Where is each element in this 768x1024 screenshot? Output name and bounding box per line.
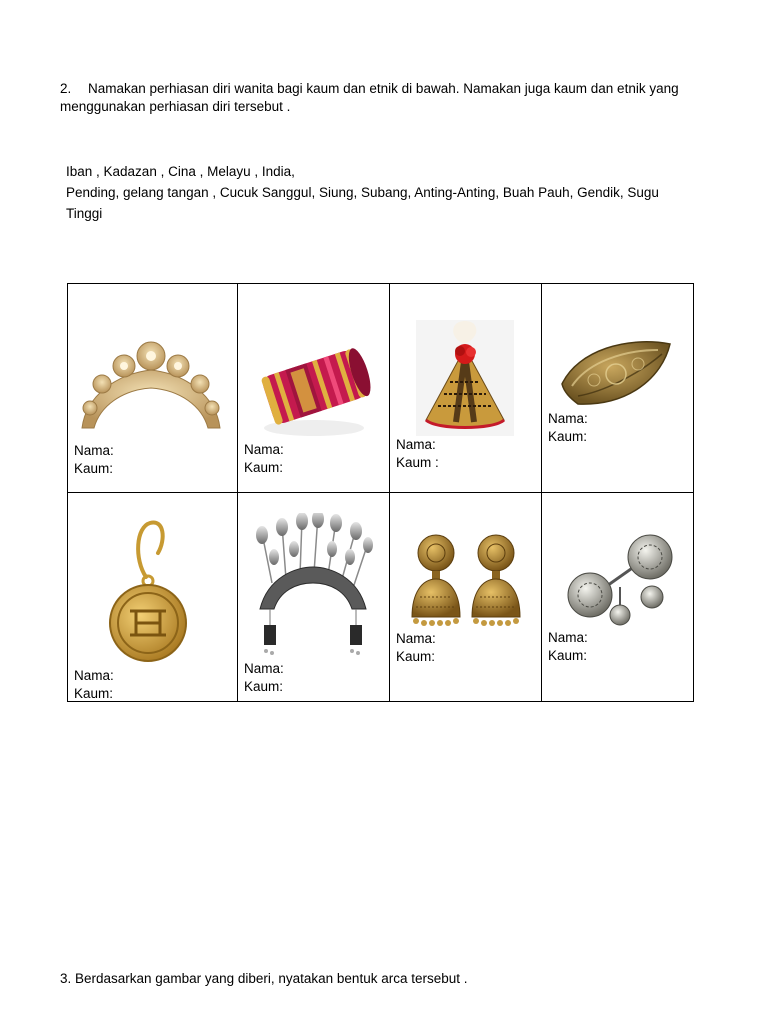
word-bank-groups: Iban , Kadazan , Cina , Melayu , India, bbox=[66, 164, 295, 179]
jewelry-table bbox=[67, 283, 694, 702]
nama-label: Nama: bbox=[244, 442, 284, 457]
kaum-label: Kaum: bbox=[244, 679, 284, 694]
kaum-label: Kaum : bbox=[396, 455, 439, 470]
kaum-label: Kaum: bbox=[244, 460, 284, 475]
silver-buttons-icon bbox=[564, 533, 676, 629]
nama-label: Nama: bbox=[74, 443, 114, 458]
conical-headdress-icon bbox=[416, 320, 514, 436]
table-row bbox=[68, 284, 694, 493]
jhumka-earrings-icon bbox=[408, 533, 524, 633]
bangles-icon bbox=[256, 332, 374, 440]
kaum-label: Kaum: bbox=[396, 649, 436, 664]
word-bank bbox=[66, 161, 696, 224]
hair-ornament-icon bbox=[252, 513, 374, 663]
nama-label: Nama: bbox=[244, 661, 284, 676]
kaum-label: Kaum: bbox=[74, 461, 114, 476]
kaum-label: Kaum: bbox=[548, 648, 588, 663]
leaf-buckle-icon bbox=[558, 334, 674, 410]
nama-label: Nama: bbox=[74, 668, 114, 683]
table-row bbox=[68, 493, 694, 702]
table-cell bbox=[542, 493, 694, 702]
question-2 bbox=[60, 80, 700, 116]
table-cell bbox=[542, 284, 694, 493]
question-3: 3. Berdasarkan gambar yang diberi, nyatakan bentuk arca tersebut . bbox=[60, 971, 468, 986]
table-cell bbox=[68, 493, 238, 702]
nama-label: Nama: bbox=[396, 437, 436, 452]
question-2-text: Namakan perhiasan diri wanita bagi kaum dan etnik di bawah. Namakan juga kaum dan etnik yang menggunakan perhiasan diri tersebut . bbox=[60, 81, 679, 114]
kaum-label: Kaum: bbox=[74, 686, 114, 701]
table-cell bbox=[238, 493, 390, 702]
nama-label: Nama: bbox=[548, 411, 588, 426]
nama-label: Nama: bbox=[548, 630, 588, 645]
tiara-icon bbox=[76, 336, 226, 436]
kaum-label: Kaum: bbox=[548, 429, 588, 444]
word-bank-items: Pending, gelang tangan , Cucuk Sanggul, Siung, Subang, Anting-Anting, Buah Pauh, Gendik, Sugu Tinggi bbox=[66, 185, 659, 221]
nama-label: Nama: bbox=[396, 631, 436, 646]
table-cell bbox=[390, 284, 542, 493]
table-cell bbox=[238, 284, 390, 493]
round-pendant-earring-icon bbox=[106, 519, 196, 665]
table-cell bbox=[390, 493, 542, 702]
question-2-number: 2. bbox=[60, 81, 72, 96]
table-cell bbox=[68, 284, 238, 493]
